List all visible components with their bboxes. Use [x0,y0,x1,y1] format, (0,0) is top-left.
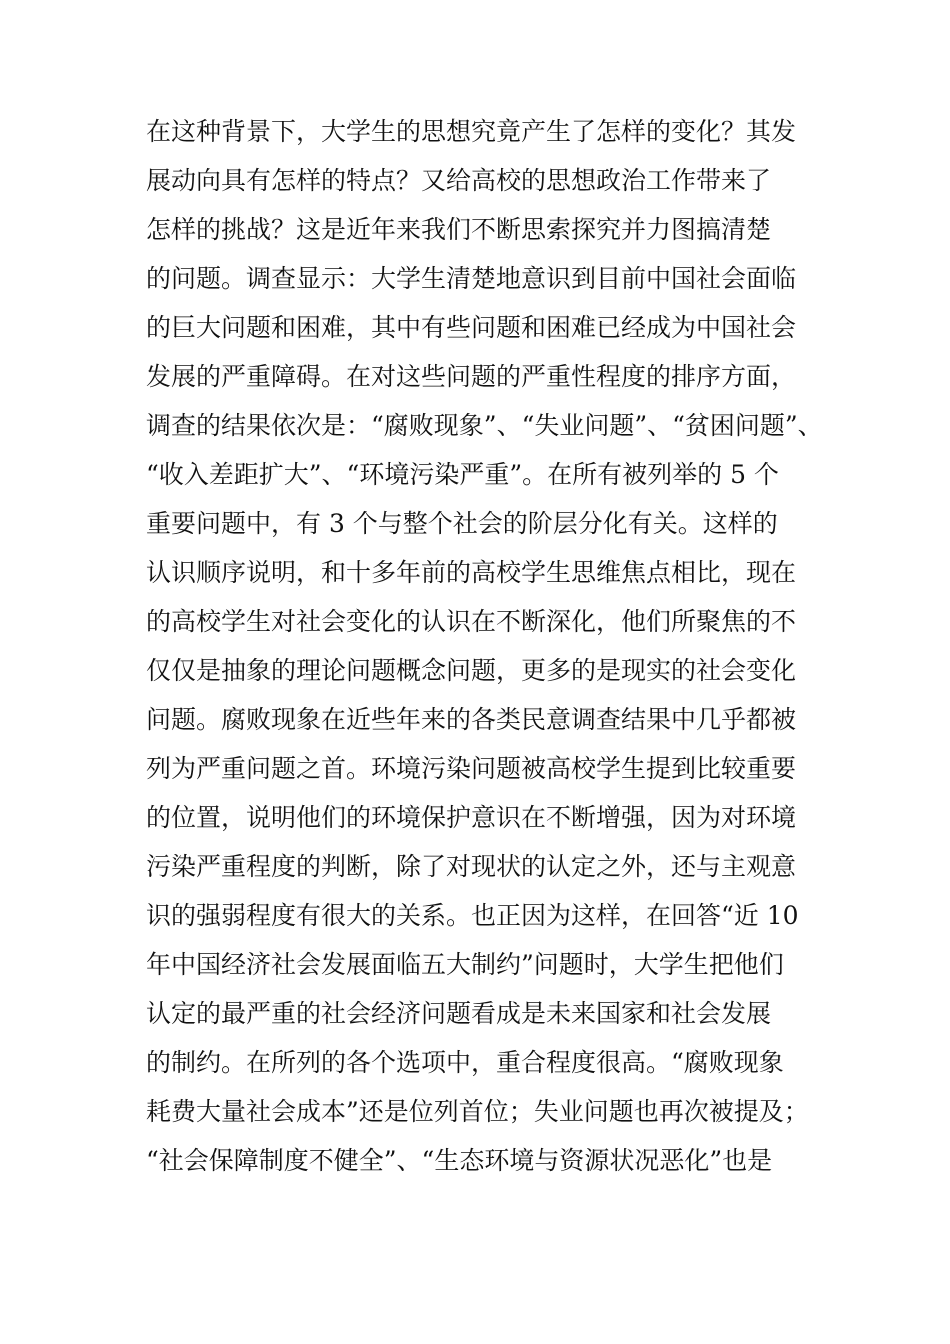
text-line: 的位置，说明他们的环境保护意识在不断增强，因为对环境 [146,803,797,832]
text-line: 重要问题中，有 3 个与整个社会的阶层分化有关。这样的 [146,509,778,538]
text-line: 发展的严重障碍。在对这些问题的严重性程度的排序方面， [146,362,797,391]
text-line: 的巨大问题和困难，其中有些问题和困难已经成为中国社会 [146,313,797,342]
text-line: 展动向具有怎样的特点？又给高校的思想政治工作带来了 [146,166,772,195]
text-line: 怎样的挑战？这是近年来我们不断思索探究并力图搞清楚 [146,215,772,244]
text-line: 仅仅是抽象的理论问题概念问题，更多的是现实的社会变化 [146,656,797,685]
text-line: 认识顺序说明，和十多年前的高校学生思维焦点相比，现在 [146,558,797,587]
text-line: “社会保障制度不健全”、“生态环境与资源状况恶化”也是 [146,1146,773,1175]
text-line: 污染严重程度的判断，除了对现状的认定之外，还与主观意 [146,852,797,881]
text-line: 列为严重问题之首。环境污染问题被高校学生提到比较重要 [146,754,797,783]
text-line: 识的强弱程度有很大的关系。也正因为这样，在回答“近 10 [146,901,799,930]
text-line: 的制约。在所列的各个选项中，重合程度很高。“腐败现象 [146,1048,784,1077]
text-line: 的问题。调查显示：大学生清楚地意识到目前中国社会面临 [146,264,797,293]
text-line: “收入差距扩大”、“环境污染严重”。在所有被列举的 5 个 [146,460,779,489]
text-line: 问题。腐败现象在近些年来的各类民意调查结果中几乎都被 [146,705,797,734]
text-line: 耗费大量社会成本”还是位列首位；失业问题也再次被提及； [146,1097,809,1126]
text-line: 的高校学生对社会变化的认识在不断深化，他们所聚焦的不 [146,607,797,636]
text-line: 调查的结果依次是：“腐败现象”、“失业问题”、“贫困问题”、 [146,411,823,440]
text-line: 在这种背景下，大学生的思想究竟产生了怎样的变化？其发 [146,117,797,146]
text-line: 认定的最严重的社会经济问题看成是未来国家和社会发展 [146,999,772,1028]
text-line: 年中国经济社会发展面临五大制约”问题时，大学生把他们 [146,950,784,979]
